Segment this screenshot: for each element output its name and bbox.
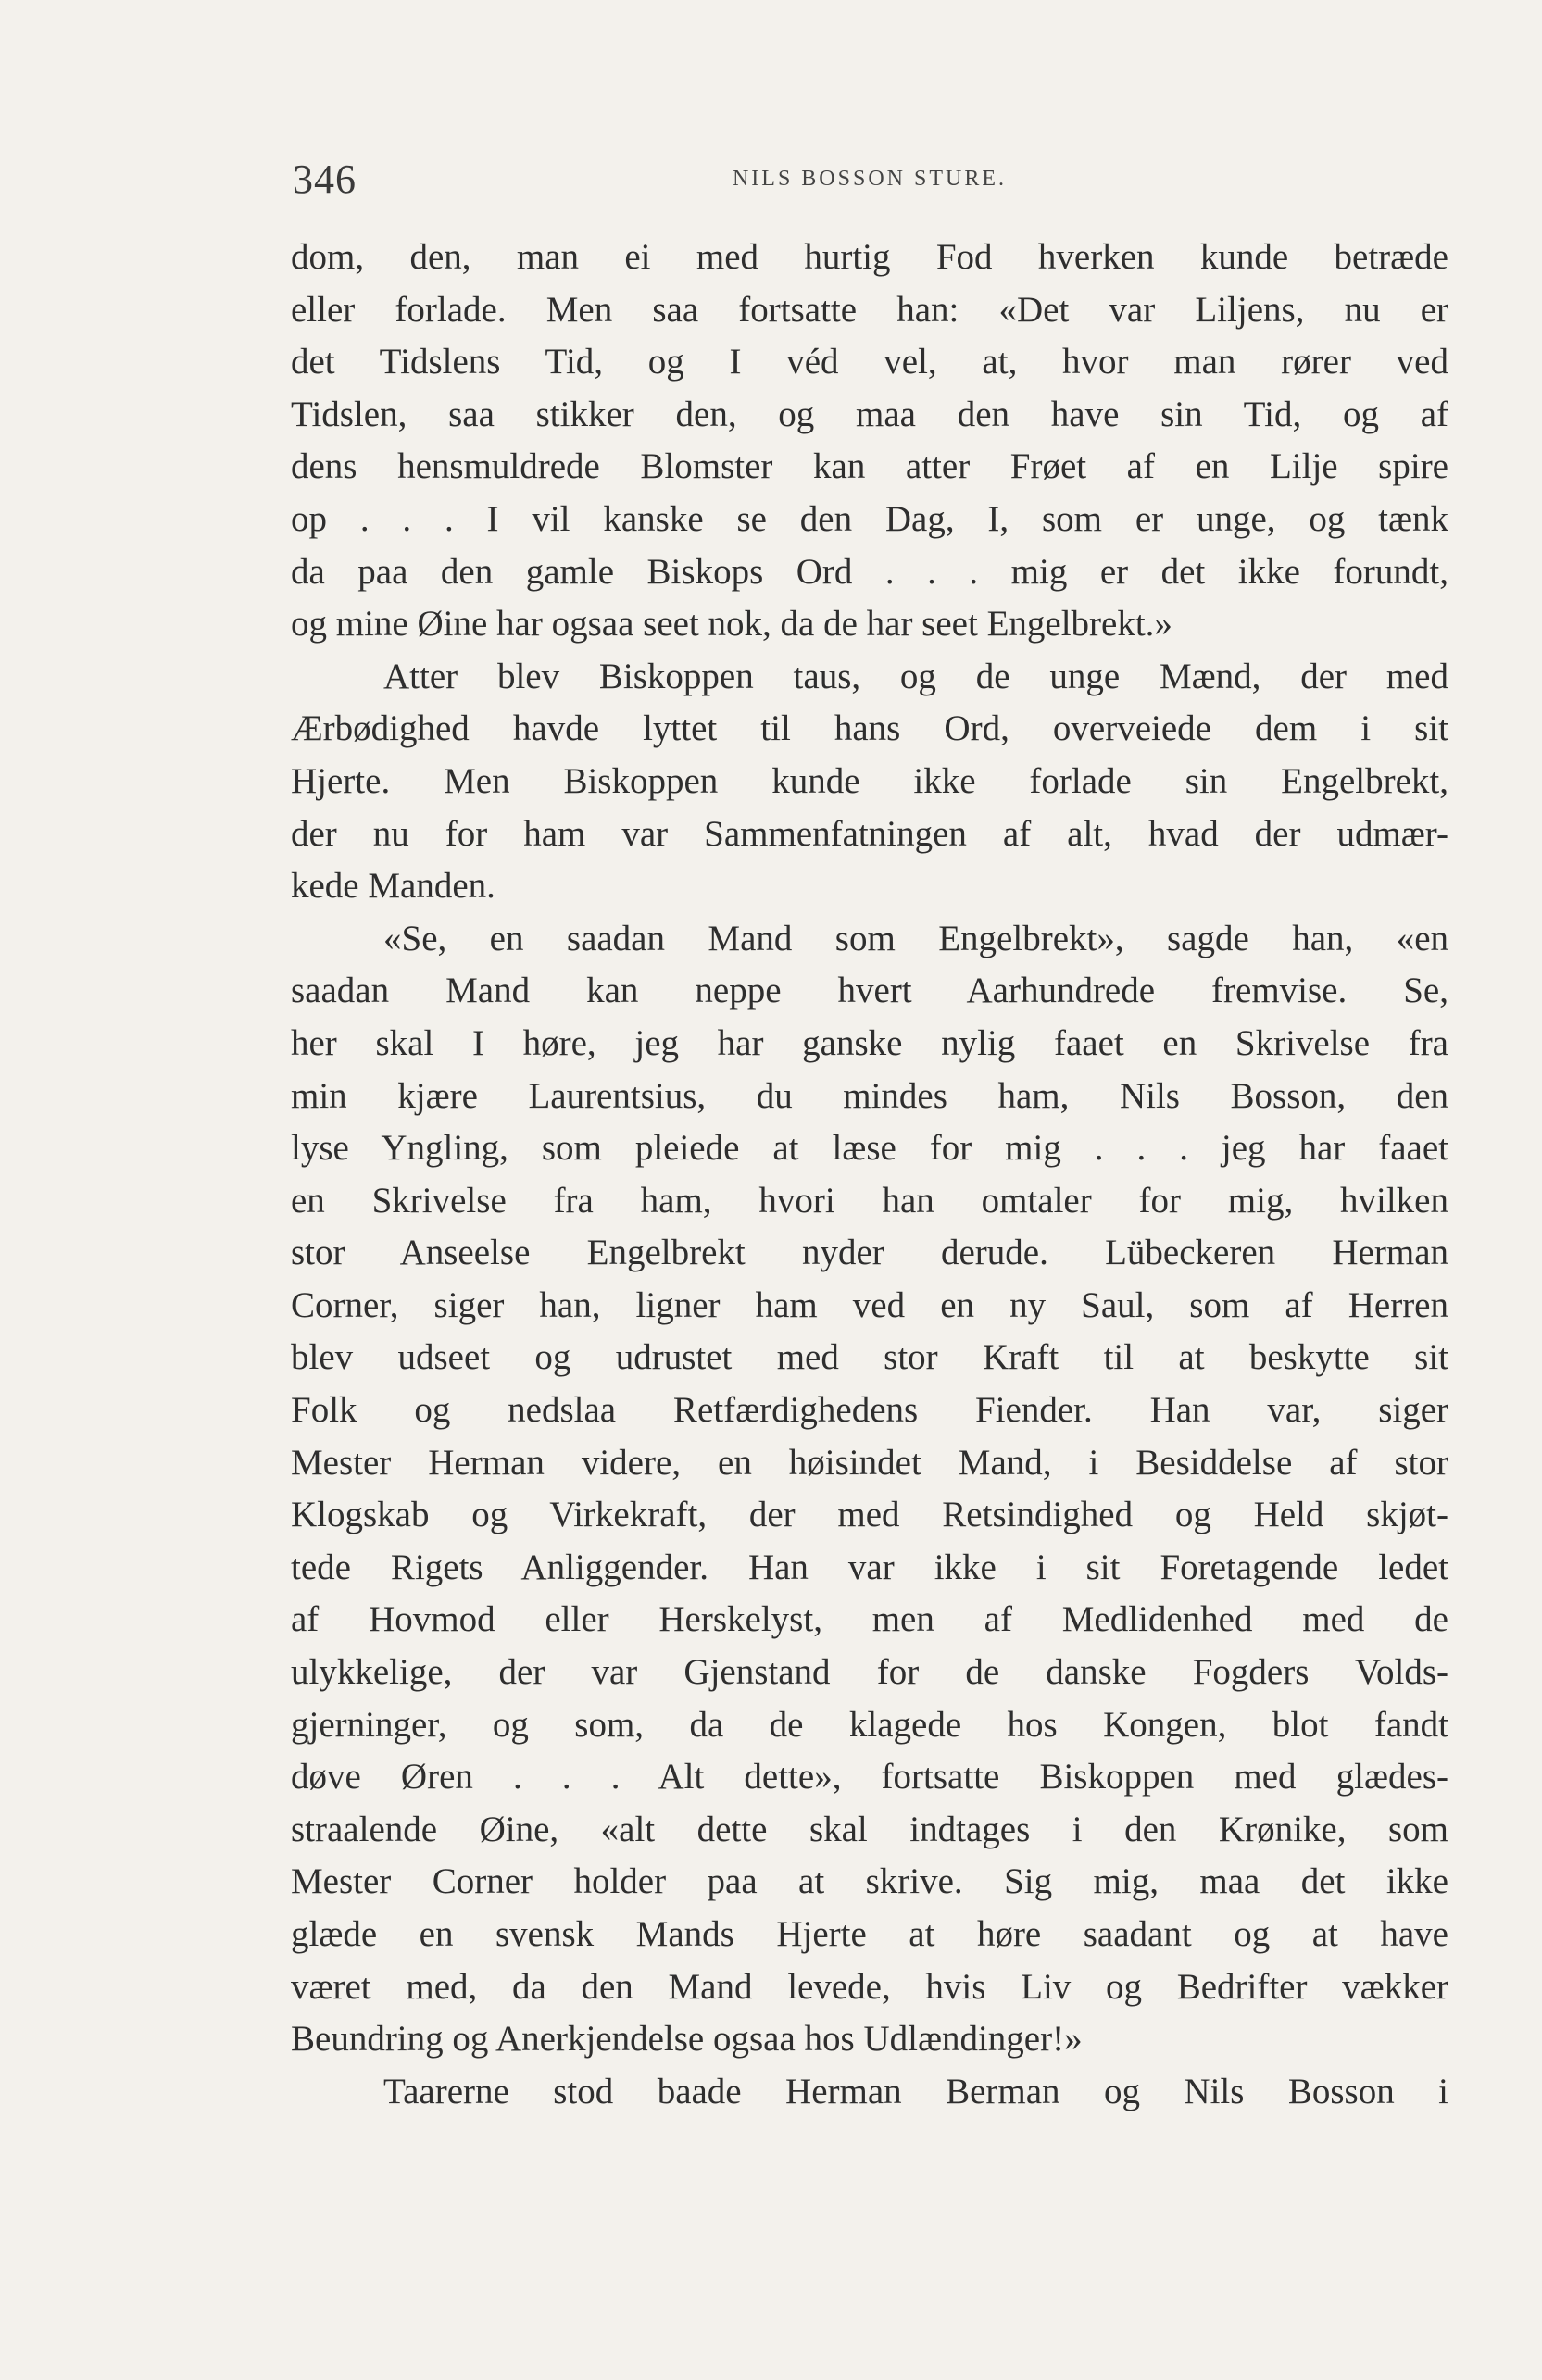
text-line: af Hovmod eller Herskelyst, men af Medlidenhed med de (291, 1599, 1448, 1640)
text-line: stor Anseelse Engelbrekt nyder derude. Lübeckeren Herman (291, 1233, 1448, 1273)
text-line: blev udseet og udrustet med stor Kraft til at beskytte sit (291, 1337, 1448, 1378)
paragraph-start-line: «Se, en saadan Mand som Engelbrekt», sagde han, «en (383, 918, 1448, 958)
text-line: Mester Herman videre, en høisindet Mand, i Besiddelse af stor (291, 1442, 1448, 1483)
text-line: min kjære Laurentsius, du mindes ham, Nils Bosson, den (291, 1075, 1448, 1116)
text-line: der nu for ham var Sammenfatningen af alt, hvad der udmær- (291, 813, 1448, 854)
text-line: dens hensmuldrede Blomster kan atter Frøet af en Lilje spire (291, 446, 1448, 487)
text-line: døve Øren . . . Alt dette», fortsatte Biskoppen med glædes- (291, 1757, 1448, 1798)
text-line: eller forlade. Men saa fortsatte han: «Det var Liljens, nu er (291, 289, 1448, 330)
text-line: og mine Øine har ogsaa seet nok, da de har seet Engelbrekt.» (291, 604, 1172, 645)
text-line: ulykkelige, der var Gjenstand for de danske Fogders Volds- (291, 1652, 1448, 1693)
text-line: Mester Corner holder paa at skrive. Sig mig, maa det ikke (291, 1861, 1448, 1902)
text-line: op . . . I vil kanske se den Dag, I, som er unge, og tænk (291, 498, 1448, 539)
text-line: glæde en svensk Mands Hjerte at høre saadant og at have (291, 1914, 1448, 1954)
text-line: en Skrivelse fra ham, hvori han omtaler for mig, hvilken (291, 1180, 1448, 1221)
text-line: lyse Yngling, som pleiede at læse for mig . . . jeg har faaet (291, 1128, 1448, 1169)
text-line: været med, da den Mand levede, hvis Liv og Bedrifter vækker (291, 1966, 1448, 2007)
paragraph-start-line: Taarerne stod baade Herman Berman og Nils Bosson i (383, 2071, 1448, 2111)
text-line: Ærbødighed havde lyttet til hans Ord, overveiede dem i sit (291, 708, 1448, 749)
text-line: kede Manden. (291, 866, 495, 907)
text-line: Beundring og Anerkjendelse ogsaa hos Udlændinger!» (291, 2019, 1083, 2060)
text-line: gjerninger, og som, da de klagede hos Kongen, blot fandt (291, 1704, 1448, 1745)
text-line: Hjerte. Men Biskoppen kunde ikke forlade sin Engelbrekt, (291, 760, 1448, 801)
text-line: det Tidslens Tid, og I véd vel, at, hvor man rører ved (291, 342, 1448, 382)
text-line: saadan Mand kan neppe hvert Aarhundrede fremvise. Se, (291, 971, 1448, 1011)
page-header (293, 156, 1447, 211)
body-text (291, 232, 1448, 2118)
text-line: da paa den gamle Biskops Ord . . . mig er det ikke forundt, (291, 551, 1448, 592)
running-title: NILS BOSSON STURE. (732, 167, 1008, 191)
text-line: straalende Øine, «alt dette skal indtages i den Krønike, som (291, 1809, 1448, 1849)
text-line: Folk og nedslaa Retfærdighedens Fiender. Han var, siger (291, 1390, 1448, 1431)
text-line: Klogskab og Virkekraft, der med Retsindighed og Held skjøt- (291, 1495, 1448, 1535)
page-number: 346 (293, 157, 357, 202)
paragraph-start-line: Atter blev Biskoppen taus, og de unge Mænd, der med (383, 656, 1448, 696)
text-line: her skal I høre, jeg har ganske nylig faaet en Skrivelse fra (291, 1022, 1448, 1063)
text-line: dom, den, man ei med hurtig Fod hverken kunde betræde (291, 237, 1448, 277)
text-line: tede Rigets Anliggender. Han var ikke i sit Foretagende ledet (291, 1547, 1448, 1587)
text-line: Tidslen, saa stikker den, og maa den have sin Tid, og af (291, 394, 1448, 434)
text-line: Corner, siger han, ligner ham ved en ny Saul, som af Herren (291, 1284, 1448, 1325)
